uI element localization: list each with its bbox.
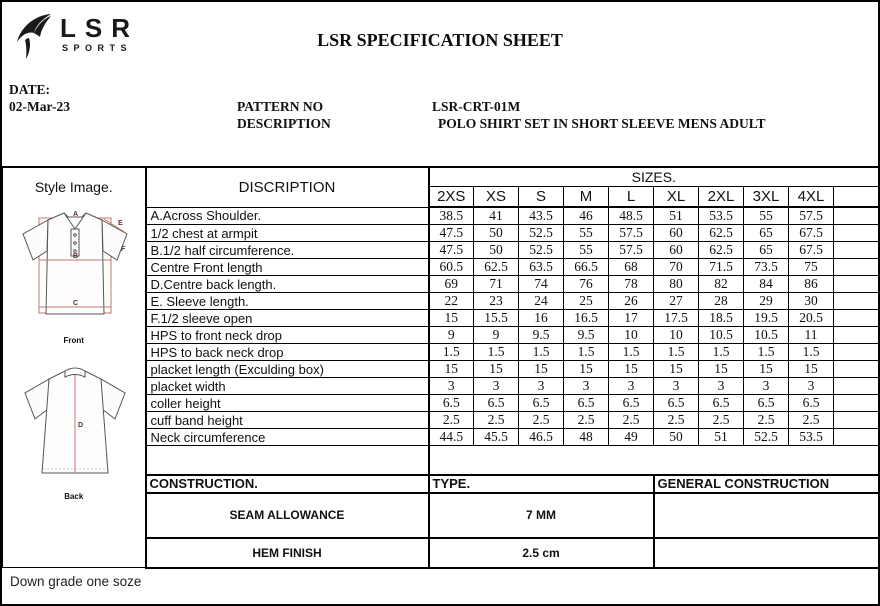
svg-text:C: C <box>72 300 78 307</box>
empty-value-cell <box>834 361 879 378</box>
measurement-value: 62.5 <box>699 242 744 259</box>
measurement-value: 52.5 <box>519 242 564 259</box>
measurement-value: 22 <box>429 293 474 310</box>
measurement-value: 6.5 <box>744 395 789 412</box>
measurement-value: 52.5 <box>744 429 789 446</box>
measurement-value: 15 <box>474 361 519 378</box>
seam-allowance-type: 7 MM <box>429 493 654 538</box>
measurement-value: 57.5 <box>609 225 654 242</box>
type-header: TYPE. <box>429 475 654 493</box>
size-column-header: L <box>609 186 654 207</box>
svg-text:A: A <box>72 211 78 218</box>
measurement-value: 41 <box>474 207 519 225</box>
measurement-value: 16 <box>519 310 564 327</box>
measurement-label: B.1/2 half circumference. <box>146 242 429 259</box>
spec-table <box>2 166 879 569</box>
sizes-header: SIZES. <box>429 167 879 186</box>
measurement-value: 10.5 <box>699 327 744 344</box>
empty-value-cell <box>834 225 879 242</box>
measurement-value: 27 <box>654 293 699 310</box>
pattern-no-value: LSR-CRT-01M <box>432 99 521 114</box>
measurement-value: 57.5 <box>609 242 654 259</box>
measurement-label: E. Sleeve length. <box>146 293 429 310</box>
empty-value-cell <box>834 242 879 259</box>
svg-text:D: D <box>77 422 83 429</box>
empty-value-cell <box>834 310 879 327</box>
measurement-value: 55 <box>564 242 609 259</box>
spacer-cell <box>146 446 429 475</box>
measurement-value: 26 <box>609 293 654 310</box>
polo-back-diagram <box>13 361 135 492</box>
measurement-value: 63.5 <box>519 259 564 276</box>
measurement-value: 60 <box>654 242 699 259</box>
logo-subname: SPORTS <box>62 43 133 53</box>
general-construction-header: GENERAL CONSTRUCTION <box>654 475 879 493</box>
measurement-value: 1.5 <box>609 344 654 361</box>
back-caption: Back <box>64 492 84 501</box>
measurement-value: 60 <box>654 225 699 242</box>
measurement-value: 20.5 <box>789 310 834 327</box>
measurement-value: 71 <box>474 276 519 293</box>
measurement-value: 9 <box>429 327 474 344</box>
measurement-value: 65 <box>744 242 789 259</box>
empty-value-cell <box>834 276 879 293</box>
measurement-value: 1.5 <box>564 344 609 361</box>
empty-value-cell <box>834 207 879 225</box>
measurement-value: 2.5 <box>519 412 564 429</box>
measurement-value: 2.5 <box>609 412 654 429</box>
size-column-header: M <box>564 186 609 207</box>
measurement-label: coller height <box>146 395 429 412</box>
measurement-value: 6.5 <box>609 395 654 412</box>
measurement-value: 67.5 <box>789 225 834 242</box>
measurement-label: Centre Front length <box>146 259 429 276</box>
measurement-value: 46 <box>564 207 609 225</box>
size-column-header: XL <box>654 186 699 207</box>
empty-value-cell <box>834 395 879 412</box>
size-column-header: XS <box>474 186 519 207</box>
construction-header: CONSTRUCTION. <box>146 475 429 493</box>
measurement-value: 73.5 <box>744 259 789 276</box>
measurement-value: 6.5 <box>699 395 744 412</box>
empty-value-cell <box>834 293 879 310</box>
measurement-value: 65 <box>744 225 789 242</box>
measurement-value: 67.5 <box>789 242 834 259</box>
measurement-value: 15.5 <box>474 310 519 327</box>
measurement-value: 70 <box>654 259 699 276</box>
measurement-value: 6.5 <box>519 395 564 412</box>
measurement-label: cuff band height <box>146 412 429 429</box>
measurement-value: 10.5 <box>744 327 789 344</box>
empty-value-cell <box>834 378 879 395</box>
measurement-value: 2.5 <box>474 412 519 429</box>
sheet-header <box>2 2 878 166</box>
measurement-value: 3 <box>699 378 744 395</box>
measurement-value: 9.5 <box>519 327 564 344</box>
measurement-value: 18.5 <box>699 310 744 327</box>
empty-column-header <box>834 186 879 207</box>
size-column-header: 2XL <box>699 186 744 207</box>
measurement-value: 6.5 <box>789 395 834 412</box>
measurement-value: 2.5 <box>744 412 789 429</box>
empty-value-cell <box>834 344 879 361</box>
date-label: DATE: <box>9 82 51 97</box>
measurement-value: 10 <box>654 327 699 344</box>
size-column-header: 4XL <box>789 186 834 207</box>
style-image-label: Style Image. <box>34 179 113 195</box>
measurement-value: 2.5 <box>429 412 474 429</box>
description-column-header: DISCRIPTION <box>146 167 429 207</box>
measurement-value: 44.5 <box>429 429 474 446</box>
measurement-label: D.Centre back length. <box>146 276 429 293</box>
measurement-value: 45.5 <box>474 429 519 446</box>
measurement-label: Neck circumference <box>146 429 429 446</box>
measurement-value: 3 <box>654 378 699 395</box>
measurement-value: 71.5 <box>699 259 744 276</box>
measurement-value: 51 <box>654 207 699 225</box>
measurement-value: 19.5 <box>744 310 789 327</box>
empty-value-cell <box>834 327 879 344</box>
svg-text:B: B <box>72 253 78 260</box>
size-column-header: S <box>519 186 564 207</box>
measurement-value: 1.5 <box>699 344 744 361</box>
measurement-value: 82 <box>699 276 744 293</box>
measurement-value: 62.5 <box>699 225 744 242</box>
measurement-value: 57.5 <box>789 207 834 225</box>
measurement-value: 17.5 <box>654 310 699 327</box>
style-image-cell <box>3 167 146 568</box>
measurement-value: 74 <box>519 276 564 293</box>
seam-allowance-general <box>654 493 879 538</box>
measurement-value: 62.5 <box>474 259 519 276</box>
measurement-value: 6.5 <box>474 395 519 412</box>
measurement-value: 15 <box>744 361 789 378</box>
measurement-value: 15 <box>429 310 474 327</box>
measurement-value: 69 <box>429 276 474 293</box>
measurement-value: 1.5 <box>789 344 834 361</box>
measurement-value: 43.5 <box>519 207 564 225</box>
measurement-value: 50 <box>474 225 519 242</box>
measurement-value: 6.5 <box>429 395 474 412</box>
measurement-value: 60.5 <box>429 259 474 276</box>
measurement-value: 50 <box>474 242 519 259</box>
measurement-value: 16.5 <box>564 310 609 327</box>
measurement-value: 2.5 <box>654 412 699 429</box>
measurement-value: 51 <box>699 429 744 446</box>
measurement-value: 10 <box>609 327 654 344</box>
empty-value-cell <box>834 429 879 446</box>
measurement-value: 6.5 <box>564 395 609 412</box>
measurement-value: 38.5 <box>429 207 474 225</box>
footer-note: Down grade one soze <box>10 574 142 589</box>
measurement-value: 49 <box>609 429 654 446</box>
seam-allowance-label: SEAM ALLOWANCE <box>146 493 429 538</box>
measurement-label: placket length (Exculding box) <box>146 361 429 378</box>
measurement-value: 48 <box>564 429 609 446</box>
measurement-value: 15 <box>519 361 564 378</box>
measurement-label: HPS to back neck drop <box>146 344 429 361</box>
measurement-value: 3 <box>564 378 609 395</box>
measurement-value: 53.5 <box>789 429 834 446</box>
measurement-value: 52.5 <box>519 225 564 242</box>
logo-name: LSR <box>60 13 139 43</box>
measurement-value: 48.5 <box>609 207 654 225</box>
measurement-value: 24 <box>519 293 564 310</box>
empty-value-cell <box>834 412 879 429</box>
measurement-label: placket width <box>146 378 429 395</box>
measurement-value: 30 <box>789 293 834 310</box>
measurement-value: 1.5 <box>519 344 564 361</box>
size-column-header: 2XS <box>429 186 474 207</box>
style-diagrams <box>3 195 145 501</box>
measurement-value: 1.5 <box>744 344 789 361</box>
measurement-value: 55 <box>744 207 789 225</box>
measurement-label: HPS to front neck drop <box>146 327 429 344</box>
page-title: LSR SPECIFICATION SHEET <box>317 30 563 50</box>
measurement-label: F.1/2 sleeve open <box>146 310 429 327</box>
description-label: DESCRIPTION <box>237 116 331 131</box>
front-caption: Front <box>63 336 84 345</box>
measurement-value: 75 <box>789 259 834 276</box>
svg-text:E: E <box>117 220 123 227</box>
description-value: POLO SHIRT SET IN SHORT SLEEVE MENS ADULT <box>438 116 766 131</box>
measurement-value: 78 <box>609 276 654 293</box>
measurement-value: 76 <box>564 276 609 293</box>
measurement-value: 47.5 <box>429 225 474 242</box>
measurement-value: 15 <box>429 361 474 378</box>
measurement-value: 55 <box>564 225 609 242</box>
measurement-value: 15 <box>564 361 609 378</box>
measurement-value: 23 <box>474 293 519 310</box>
measurement-value: 1.5 <box>429 344 474 361</box>
empty-value-cell <box>834 259 879 276</box>
hem-finish-label: HEM FINISH <box>146 538 429 568</box>
measurement-value: 3 <box>474 378 519 395</box>
size-column-header: 3XL <box>744 186 789 207</box>
measurement-value: 50 <box>654 429 699 446</box>
measurement-value: 3 <box>429 378 474 395</box>
measurement-value: 47.5 <box>429 242 474 259</box>
measurement-value: 15 <box>609 361 654 378</box>
measurement-value: 2.5 <box>699 412 744 429</box>
pattern-no-label: PATTERN NO <box>237 99 324 114</box>
measurement-value: 15 <box>789 361 834 378</box>
measurement-value: 86 <box>789 276 834 293</box>
measurement-value: 28 <box>699 293 744 310</box>
measurement-label: A.Across Shoulder. <box>146 207 429 225</box>
measurement-value: 9 <box>474 327 519 344</box>
measurement-value: 2.5 <box>564 412 609 429</box>
measurement-value: 3 <box>744 378 789 395</box>
svg-text:F: F <box>120 246 126 253</box>
measurement-value: 3 <box>519 378 564 395</box>
measurement-value: 46.5 <box>519 429 564 446</box>
measurement-value: 15 <box>654 361 699 378</box>
polo-front-diagram <box>13 203 135 336</box>
measurement-label: 1/2 chest at armpit <box>146 225 429 242</box>
measurement-value: 6.5 <box>654 395 699 412</box>
measurement-value: 29 <box>744 293 789 310</box>
measurement-value: 84 <box>744 276 789 293</box>
measurement-value: 15 <box>699 361 744 378</box>
measurement-value: 3 <box>609 378 654 395</box>
date-value: 02-Mar-23 <box>9 99 70 114</box>
measurement-value: 11 <box>789 327 834 344</box>
measurement-value: 3 <box>789 378 834 395</box>
measurement-value: 68 <box>609 259 654 276</box>
measurement-value: 25 <box>564 293 609 310</box>
measurement-value: 53.5 <box>699 207 744 225</box>
measurement-value: 2.5 <box>789 412 834 429</box>
measurement-value: 17 <box>609 310 654 327</box>
measurement-value: 9.5 <box>564 327 609 344</box>
measurement-value: 66.5 <box>564 259 609 276</box>
hem-finish-type: 2.5 cm <box>429 538 654 568</box>
spacer-cell <box>429 446 879 475</box>
measurement-value: 1.5 <box>654 344 699 361</box>
measurement-value: 80 <box>654 276 699 293</box>
measurement-value: 1.5 <box>474 344 519 361</box>
